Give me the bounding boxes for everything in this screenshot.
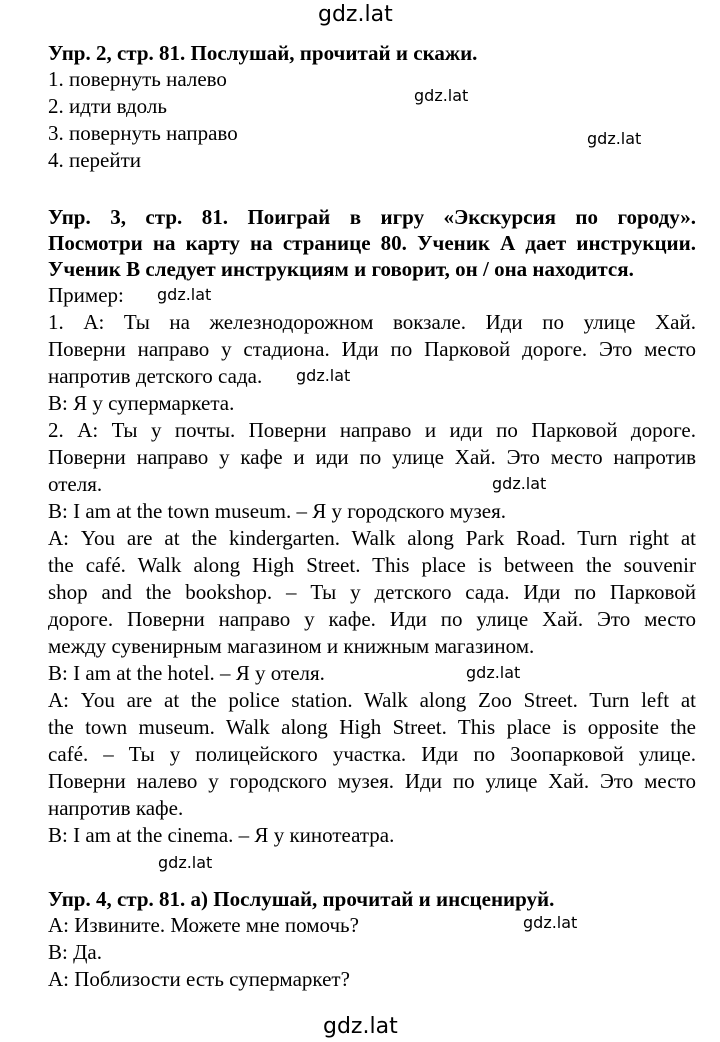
- text-line: Поверни направо у кафе и иди по улице Хай. Это место напротив: [48, 445, 696, 469]
- text-line: отеля.: [48, 472, 103, 496]
- exercise-3-heading-line: Посмотри на карту на странице 80. Ученик А дает инструкции.: [48, 231, 696, 255]
- text-line: В: I am at the town museum. – Я у городского музея.: [48, 499, 507, 523]
- example-label: Пример:: [48, 283, 124, 307]
- watermark: gdz.lat: [296, 366, 351, 385]
- text-line: 1. А: Ты на железнодорожном вокзале. Иди по улице Хай.: [48, 310, 696, 334]
- list-item: 1. повернуть налево: [48, 67, 227, 91]
- text-line: А: You are at the kindergarten. Walk along Park Road. Turn right at: [48, 526, 696, 550]
- exercise-4-heading: Упр. 4, стр. 81. а) Послушай, прочитай и инсценируй.: [48, 887, 555, 911]
- watermark: gdz.lat: [587, 129, 642, 148]
- list-item: 4. перейти: [48, 148, 142, 172]
- watermark: gdz.lat: [523, 913, 578, 932]
- exercise-3-heading-line: Ученик В следует инструкциям и говорит, он / она находится.: [48, 257, 634, 281]
- exercise-2-heading: Упр. 2, стр. 81. Послушай, прочитай и скажи.: [48, 41, 478, 65]
- list-item: 2. идти вдоль: [48, 94, 167, 118]
- text-line: 2. А: Ты у почты. Поверни направо и иди по Парковой дороге.: [48, 418, 696, 442]
- exercise-3: [48, 204, 696, 849]
- text-line: В: Да.: [48, 940, 102, 964]
- list-item: 3. повернуть направо: [48, 121, 238, 145]
- exercise-4: [48, 886, 696, 993]
- text-line: café. – Ты у полицейского участка. Иди по Зоопарковой улице.: [48, 742, 696, 766]
- text-line: напротив кафе.: [48, 796, 184, 820]
- watermark: gdz.lat: [157, 285, 212, 304]
- watermark: gdz.lat: [414, 86, 469, 105]
- text-line: shop and the bookshop. – Ты у детского сада. Иди по Парковой: [48, 580, 696, 604]
- text-line: В: Я у супермаркета.: [48, 391, 235, 415]
- text-line: дороге. Поверни направо у кафе. Иди по улице Хай. Это место: [48, 607, 696, 631]
- text-line: В: I am at the hotel. – Я у отеля.: [48, 661, 325, 685]
- watermark: gdz.lat: [158, 853, 213, 872]
- watermark: gdz.lat: [466, 663, 521, 682]
- watermark: gdz.lat: [492, 474, 547, 493]
- text-line: Поверни направо у стадиона. Иди по Парковой дороге. Это место: [48, 337, 696, 361]
- text-line: напротив детского сада.: [48, 364, 263, 388]
- text-line: В: I am at the cinema. – Я у кинотеатра.: [48, 823, 395, 847]
- text-line: the café. Walk along High Street. This place is between the souvenir: [48, 553, 696, 577]
- watermark-bottom: gdz.lat: [323, 1014, 398, 1039]
- text-line: между сувенирным магазином и книжным магазином.: [48, 634, 535, 658]
- text-line: the town museum. Walk along High Street. This place is opposite the: [48, 715, 696, 739]
- text-line: А: You are at the police station. Walk along Zoo Street. Turn left at: [48, 688, 696, 712]
- text-line: А: Извините. Можете мне помочь?: [48, 913, 359, 937]
- exercise-3-heading-line: Упр. 3, стр. 81. Поиграй в игру «Экскурсия по городу».: [48, 205, 696, 229]
- text-line: Поверни налево у городского музея. Иди по улице Хай. Это место: [48, 769, 696, 793]
- exercise-2: [48, 40, 696, 174]
- watermark-top: gdz.lat: [318, 2, 393, 27]
- text-line: А: Поблизости есть супермаркет?: [48, 967, 350, 991]
